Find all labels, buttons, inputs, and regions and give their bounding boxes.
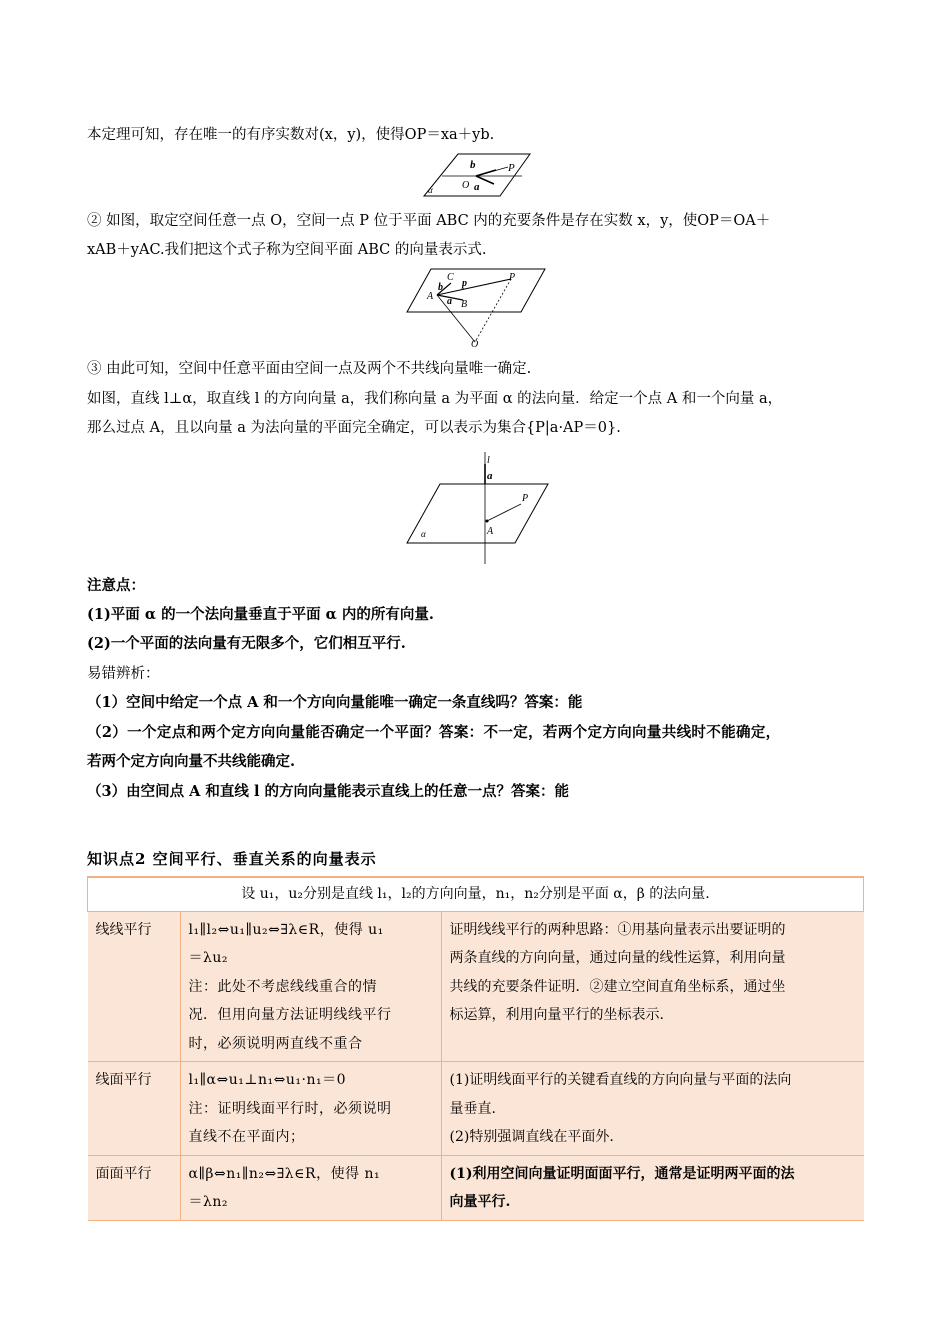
section-title: 知识点2 空间平行、垂直关系的向量表示: [87, 850, 377, 868]
table-row: [88, 1155, 864, 1220]
row-name: 线线平行: [88, 911, 181, 1062]
error-item-3: （3）由空间点 A 和直线 l 的方向向量能表示直线上的任意一点？答案：能: [87, 783, 570, 800]
label-p: P: [508, 162, 515, 174]
label-l: l: [487, 455, 490, 466]
vector-relation-table: [87, 876, 864, 1221]
label-alpha: α: [421, 529, 426, 539]
error-title: 易错辨析：: [87, 666, 160, 682]
label-c: C: [447, 272, 454, 283]
paragraph-4b: 那么过点 A，且以向量 a 为法向量的平面完全确定，可以表示为集合{P|a·AP＝0}.: [87, 420, 621, 436]
error-item-1: （1）空间中给定一个点 A 和一个方向向量能唯一确定一条直线吗？答案：能: [87, 694, 583, 711]
paragraph-4a: 如图，直线 l⊥α，取直线 l 的方向向量 a，我们称向量 a 为平面 α 的法向量．给定一个点 A 和一个向量 a，: [87, 391, 783, 407]
error-item-2b: 若两个定方向向量不共线能确定.: [87, 753, 296, 770]
note-1: (1)平面 α 的一个法向量垂直于平面 α 内的所有向量.: [87, 606, 434, 623]
figure-plane-abc: [405, 268, 547, 348]
row-condition: l₁∥l₂⇔u₁∥u₂⇔∃λ∈R，使得 u₁ ＝λu₂ 注：此处不考虑线线重合的情 况．但用向量方法证明线线平行 时，必须说明两直线不重合: [180, 911, 441, 1062]
label-a: a: [474, 181, 480, 193]
table-header: 设 u₁，u₂分别是直线 l₁，l₂的方向向量，n₁，n₂分别是平面 α，β 的法向量.: [88, 877, 864, 911]
row-condition: α∥β⇔n₁∥n₂⇔∃λ∈R，使得 n₁ ＝λn₂: [180, 1155, 441, 1220]
label-a: A: [487, 526, 494, 537]
table-row: [88, 1062, 864, 1156]
table-header-row: [88, 877, 864, 911]
label-o: O: [471, 339, 479, 348]
label-o: O: [462, 180, 470, 191]
vector-ap: [487, 504, 521, 521]
label-p: P: [522, 493, 529, 504]
row-condition: l₁∥α⇔u₁⊥n₁⇔u₁·n₁＝0 注：证明线面平行时，必须说明 直线不在平面内；: [180, 1062, 441, 1156]
label-a-vector: a: [447, 296, 452, 307]
label-alpha: α: [428, 185, 433, 195]
paragraph-1: 本定理可知，存在唯一的有序实数对(x，y)，使得OP＝xa＋yb.: [87, 127, 495, 143]
row-note: 证明线线平行的两种思路：①用基向量表示出要证明的 两条直线的方向向量，通过向量的线性运算，利用向量 共线的充要条件证明．②建立空间直角坐标系，通过坐 标运算，利用向量平行的坐标表示.: [441, 911, 864, 1062]
row-name: 面面平行: [88, 1155, 181, 1220]
label-a: A: [427, 291, 434, 302]
label-b: b: [470, 159, 476, 171]
table-row: [88, 911, 864, 1062]
paragraph-3: ③ 由此可知，空间中任意平面由空间一点及两个不共线向量唯一确定.: [87, 361, 532, 377]
row-name: 线面平行: [88, 1062, 181, 1156]
row-note: (1)利用空间向量证明面面平行，通常是证明两平面的法 向量平行.: [441, 1155, 864, 1220]
label-a-vector: a: [487, 470, 493, 482]
paragraph-2b: xAB＋yAC.我们把这个式子称为空间平面 ABC 的向量表示式.: [87, 242, 487, 258]
line-po: [475, 279, 511, 342]
label-b: b: [438, 282, 443, 293]
paragraph-2a: ② 如图，取定空间任意一点 O，空间一点 P 位于平面 ABC 内的充要条件是存在实数 x，y，使OP＝OA＋: [87, 213, 771, 229]
note-title: 注意点：: [87, 577, 145, 594]
figure-normal-vector: [405, 450, 555, 566]
note-2: (2)一个平面的法向量有无限多个，它们相互平行.: [87, 635, 406, 652]
point-a: [486, 520, 489, 523]
label-b-point: B: [461, 299, 468, 310]
label-p: P: [509, 272, 516, 283]
vector-b: [476, 170, 496, 176]
figure-plane-basis: [420, 153, 532, 198]
error-item-2a: （2）一个定点和两个定方向向量能否确定一个平面？答案：不一定，若两个定方向向量共线时不能确定，: [87, 724, 781, 741]
label-p-vector: p: [462, 278, 467, 289]
row-note: (1)证明线面平行的关键看直线的方向向量与平面的法向 量垂直. (2)特别强调直线在平面外.: [441, 1062, 864, 1156]
line-ao: [437, 295, 475, 342]
